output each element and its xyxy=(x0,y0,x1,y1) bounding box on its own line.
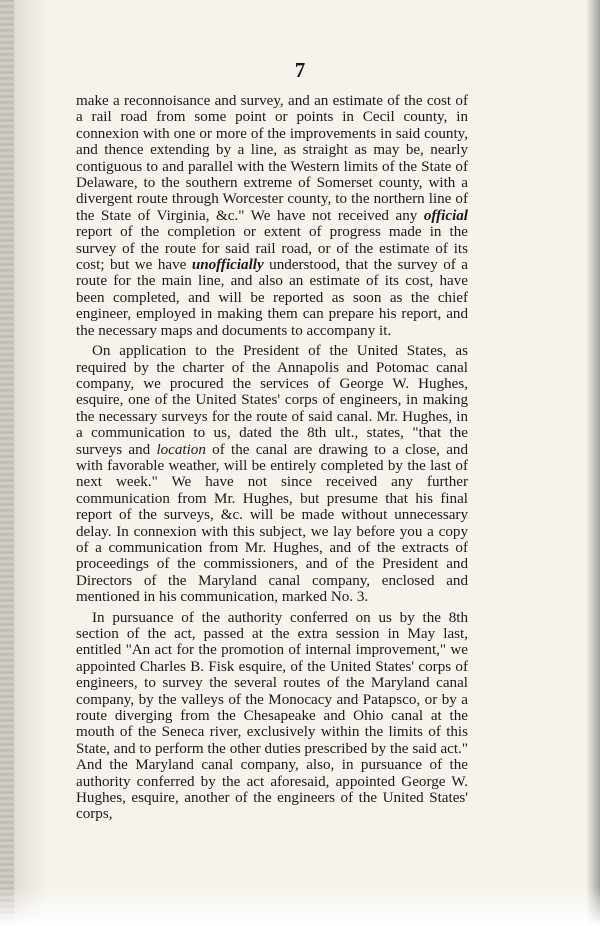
paragraph-1 xyxy=(76,93,468,339)
page-number: 7 xyxy=(294,58,306,82)
text-run: understood, that the survey of a route for the main line, and also an estimate of its cost, have been completed, and will be reported as soon as the chief engineer, employed in making them can prepare his report, and the necessary maps and documents to accompany it. xyxy=(76,257,469,339)
text-run: On application to the President of the United States, as required by the charter of the Annapolis and Potomac canal company, we procured the services of George W. Hughes, esquire, one of the United States' corps of engineers, in making the necessary surveys for the route of said canal. Mr. Hughes, in a communication to us, dated the 8th ult., states, "that the surveys and xyxy=(76,343,468,458)
page-edge-shadow xyxy=(586,0,600,926)
paragraph-2 xyxy=(76,343,468,606)
page-binding-edge xyxy=(0,0,14,926)
text-run: In pursuance of the authority conferred on us by the 8th section of the act, passed at the extra session in May last, entitled "An act for the promotion of internal improvement," we appointed Charles B. Fisk esquire, of the United States' corps of engineers, to survey the several routes of the Maryland canal company, by the valleys of the Monocacy and Patapsco, or by a route diverging from the Chesapeake and Ohio canal at the mouth of the Seneca river, exclusively within the limits of this State, and to perform the other duties prescribed by the said act." And the Maryland canal company, also, in pursuance of the authority conferred by the act aforesaid, appointed George W. Hughes, esquire, another of the engineers of the United States' corps, xyxy=(76,609,468,823)
page-bottom-fade xyxy=(0,886,600,926)
body-text xyxy=(76,93,468,827)
paragraph-3 xyxy=(76,610,468,823)
emphasis-text: location xyxy=(156,441,206,458)
text-run: of the canal are drawing to a close, and with favorable weather, will be entirely completed by the last of next week." We have not since received any further communication from Mr. Hughes, but presume that his final report of the surveys, &c. will be made without unnecessary delay. In connexion with this subject, we lay before you a copy of a communication from Mr. Hughes, and of the extracts of proceedings of the commissioners, and of the President and Directors of the Maryland canal company, enclosed and mentioned in his communication, marked No. 3. xyxy=(76,441,468,606)
emphasis-text: official xyxy=(423,207,468,224)
text-run: make a reconnoisance and survey, and an estimate of the cost of a rail road from some point or points in Cecil county, in connexion with one or more of the improvements in said county, and thence extending by a line, as straight as may be, nearly contiguous to and parallel with the Western limits of the State of Delaware, to the southern extreme of Somerset county, with a divergent route through Worcester county, to the northern line of the State of Virginia, &c." We have not received any xyxy=(76,93,468,224)
emphasis-text: unofficially xyxy=(191,257,264,274)
text-run: report of the completion or extent of progress made in the survey of the route for said rail road, or of the estimate of its cost; but we have xyxy=(76,224,468,274)
